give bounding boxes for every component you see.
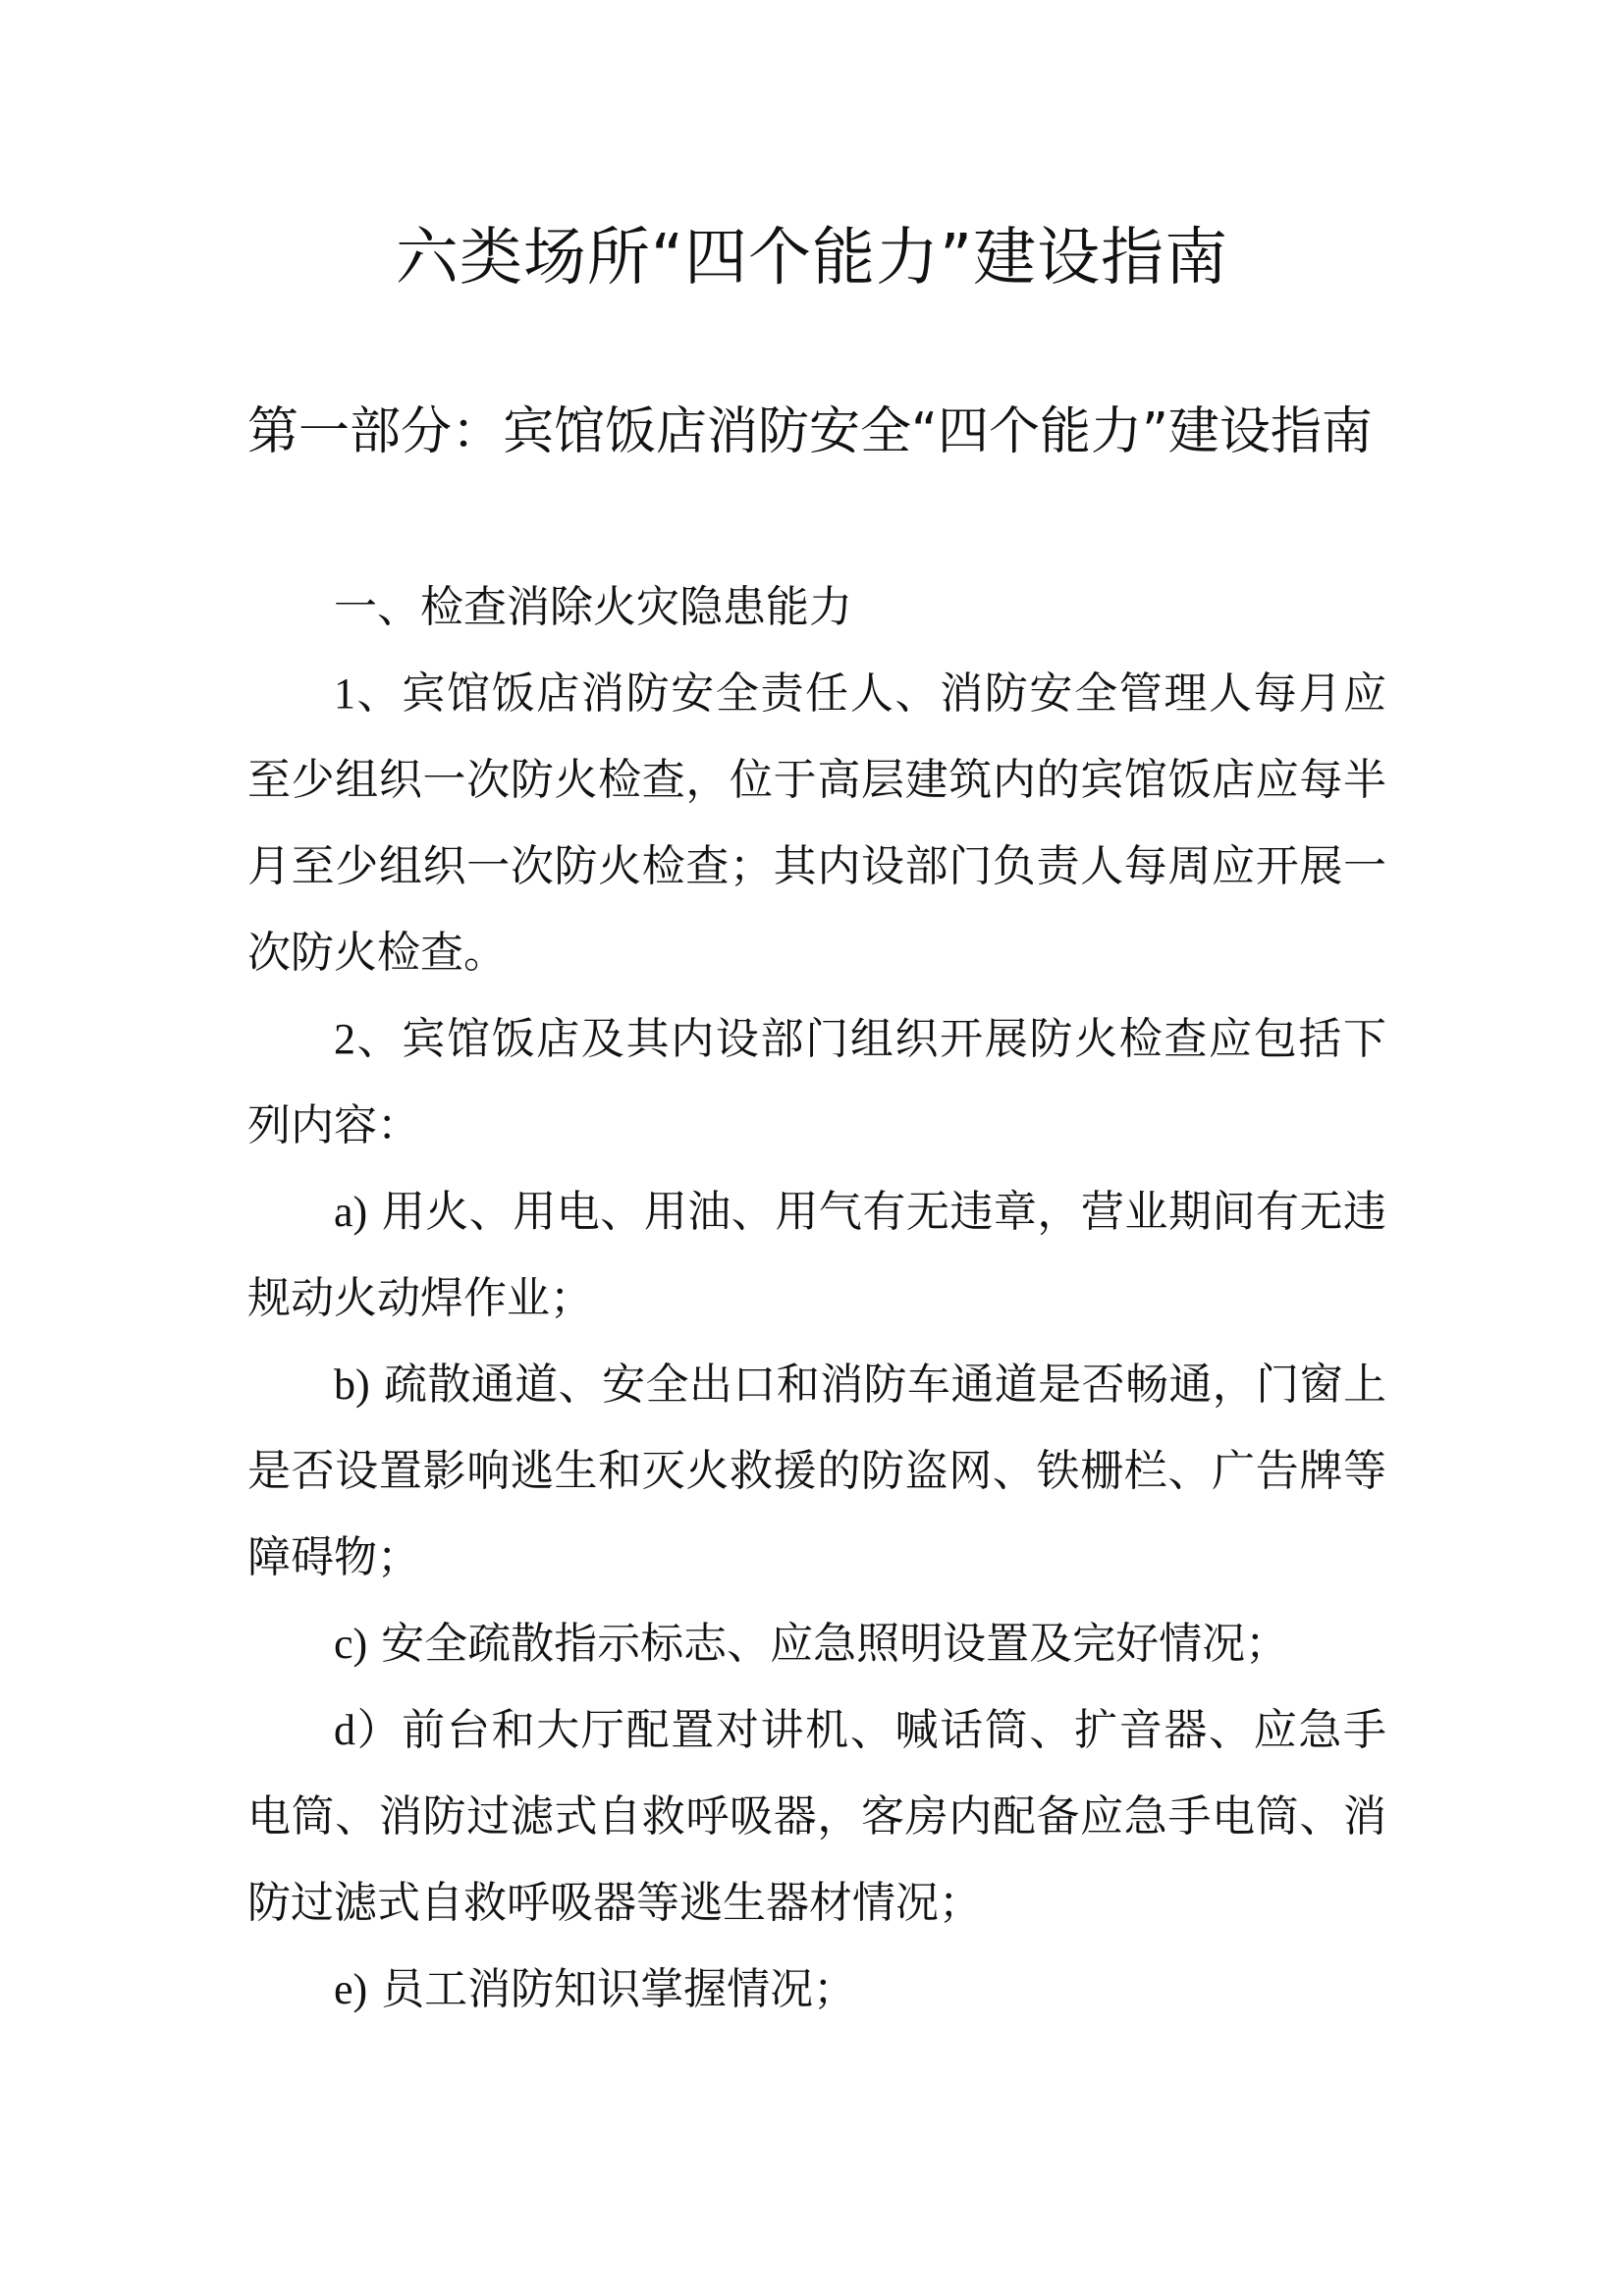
- heading-paragraph: [247, 564, 1386, 651]
- paragraph-item-a: [247, 1169, 1386, 1342]
- paragraph-item-b: [247, 1342, 1386, 1601]
- paragraph-item-e: [247, 1947, 1386, 2033]
- document-title: 六类场所“四个能力”建设指南: [395, 222, 1229, 294]
- document-body: [247, 564, 1386, 2033]
- paragraph-text: 安全疏散指示标志、应急照明设置及完好情况；: [367, 1619, 1289, 1669]
- paragraph-text: ）前台和大厅配置对讲机、喊话筒、扩音器、应急手电筒、消防过滤式自救呼吸器，客房内配备应急手电筒、消防过滤式自救呼吸器等逃生器材情况；: [247, 1705, 1386, 1928]
- paragraph-prefix: e): [334, 1965, 368, 2013]
- section-title: 第一部分：宾馆饭店消防安全“四个能力”建设指南: [247, 402, 1373, 461]
- paragraph-text: 员工消防知识掌握情况；: [367, 1964, 857, 2014]
- paragraph-item-c: [247, 1601, 1386, 1687]
- paragraph-text: 、宾馆饭店及其内设部门组织开展防火检查应包括下列内容：: [247, 1014, 1386, 1150]
- paragraph-prefix: c): [334, 1620, 368, 1668]
- paragraph-prefix: a): [334, 1188, 368, 1236]
- paragraph-prefix: 2: [334, 1015, 355, 1063]
- paragraph-text: 一、检查消除火灾隐患能力: [334, 582, 852, 632]
- paragraph-item-d: [247, 1687, 1386, 1947]
- paragraph-prefix: b): [334, 1361, 370, 1409]
- paragraph-item-1: [247, 651, 1386, 996]
- paragraph-text: 用火、用电、用油、用气有无违章，营业期间有无违规动火动焊作业；: [247, 1187, 1386, 1323]
- paragraph-prefix: 1: [334, 669, 355, 718]
- paragraph-prefix: d: [334, 1706, 355, 1754]
- paragraph-item-2: [247, 996, 1386, 1169]
- paragraph-text: 疏散通道、安全出口和消防车通道是否畅通，门窗上是否设置影响逃生和灭火救援的防盗网、铁栅栏、广告牌等障碍物；: [247, 1360, 1386, 1582]
- paragraph-text: 、宾馆饭店消防安全责任人、消防安全管理人每月应至少组织一次防火检查，位于高层建筑内的宾馆饭店应每半月至少组织一次防火检查；其内设部门负责人每周应开展一次防火检查。: [247, 668, 1386, 978]
